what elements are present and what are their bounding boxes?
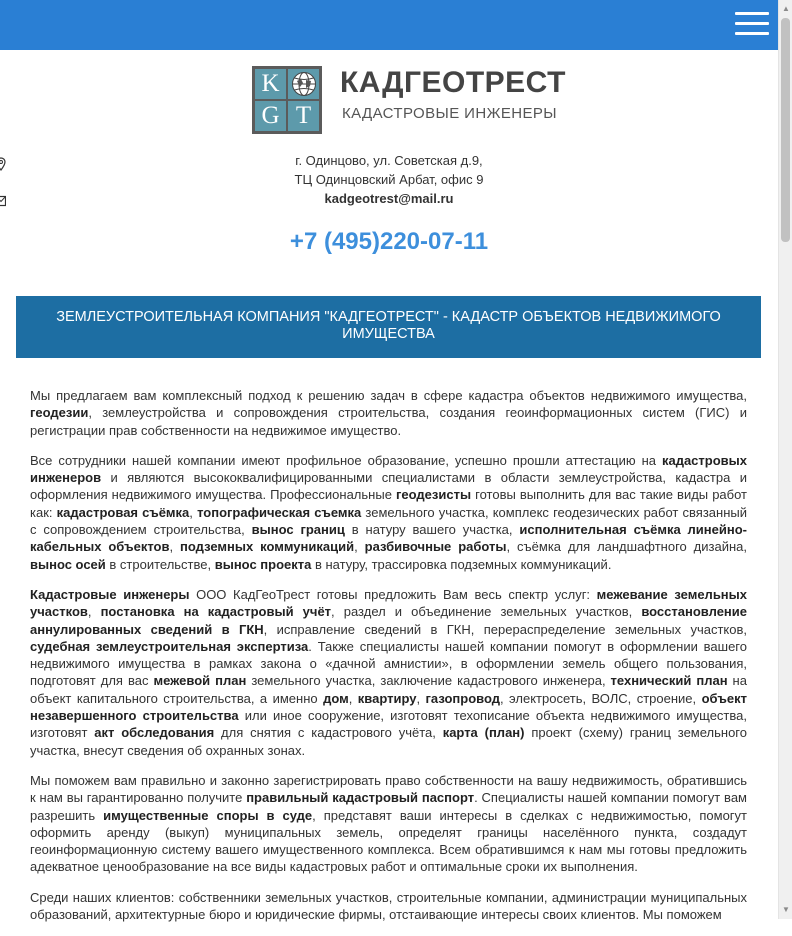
- logo-letter-k: K: [255, 69, 286, 99]
- paragraph-text: или иное сооружение, изготовят техописание объекта недвижимого имущества, изготовят: [30, 708, 747, 741]
- paragraph-text: Среди наших клиентов: собственники земельных участков, строительные компании, администрации муниципальных образований, архитектурные бюро и юридические фирмы, отстаивающие интересы своих клиентов. Мы поможем: [30, 889, 747, 923]
- bold-term: геодезии: [30, 405, 89, 421]
- menu-icon-bar: [735, 22, 769, 25]
- bold-term: технический план: [610, 673, 728, 689]
- scrollbar-thumb[interactable]: [781, 18, 790, 242]
- paragraph-text: для снятия с кадастрового учёта,: [214, 725, 443, 741]
- paragraph-text: в натуру вашего участка,: [344, 522, 520, 538]
- bold-term: правильный кадастровый паспорт: [246, 790, 475, 806]
- bold-term: геодезисты: [396, 487, 472, 503]
- bold-term: карта (план): [442, 725, 525, 741]
- bold-term: судебная землеустроительная экспертиза: [30, 638, 309, 654]
- page-title-banner: [16, 296, 761, 358]
- bold-term: восстановление аннулированных сведений в ГКН: [30, 604, 747, 637]
- bold-term: дом: [323, 690, 349, 706]
- address-line-1: г. Одинцово, ул. Советская д.9,: [295, 153, 483, 168]
- bold-term: объект незавершенного строительства: [30, 690, 747, 724]
- scroll-down-arrow-icon[interactable]: ▼: [782, 905, 790, 914]
- company-subtitle: КАДАСТРОВЫЕ ИНЖЕНЕРЫ: [342, 105, 557, 122]
- paragraph-text: проект (схему) границ земельного участка, внесут сведения об охранных зонах.: [30, 725, 747, 758]
- page-scrollbar[interactable]: [778, 0, 792, 919]
- bold-term: топографическая съемка: [197, 504, 362, 520]
- paragraph-text: Все сотрудники нашей компании имеют профильное образование, успешно прошли аттестацию на: [30, 452, 662, 468]
- paragraph-text: ,: [354, 539, 365, 555]
- top-navigation-bar: [0, 0, 778, 50]
- paragraph-text: . Специалисты нашей компании помогут вам разрешить: [30, 790, 747, 823]
- content-paragraph: [30, 772, 747, 876]
- bold-term: исполнительная съёмка линейно-кабельных объектов: [30, 522, 747, 555]
- menu-icon[interactable]: [735, 12, 769, 38]
- paragraph-text: готовы выполнить для вас такие виды работ как:: [30, 487, 748, 520]
- bold-term: кадастровых инженеров: [30, 452, 747, 486]
- content-paragraph: [30, 387, 747, 439]
- paragraph-text: на объект капитального строительства, а именно: [30, 673, 747, 706]
- bold-term: газопровод: [425, 690, 500, 706]
- paragraph-text: и являются высококвалифицированными специалистами в области землеустройства, кадастра и оформления недвижимого имущества. Профессиональные: [30, 470, 747, 503]
- paragraph-text: земельного участка, комплекс геодезических работ связанный с сопровождением строительства,: [30, 504, 747, 538]
- page-title: ЗЕМЛЕУСТРОИТЕЛЬНАЯ КОМПАНИЯ "КАДГЕОТРЕСТ" - КАДАСТР ОБЪЕКТОВ НЕДВИЖИМОГО ИМУЩЕСТВА: [56, 309, 721, 342]
- bold-term: межевой план: [153, 673, 247, 689]
- paragraph-text: ,: [87, 604, 101, 620]
- bold-term: кадастровая съёмка: [56, 504, 190, 520]
- paragraph-text: . Также специалисты нашей компании помогут в оформлении вашего недвижимого имущества в рамках закона о «дачной амнистии», в оформлении земель общего пользования, подготовят для вас: [30, 638, 747, 689]
- paragraph-text: , представят ваши интересы в сделках с недвижимостью, помогут оформить аренду (выкуп) муниципальных земель, определят границы населённого пункта, создадут геоинформационную систему вашего имущественного комплекса. Всем обратившимся к нам мы готовы предложить адекватное ценообразование на все виды кадастровых работ и оптимальные сроки их выполнения.: [30, 807, 747, 875]
- company-logo[interactable]: [252, 66, 322, 134]
- logo-letter-g: G: [255, 101, 286, 131]
- paragraph-text: , съёмка для ландшафтного дизайна,: [506, 539, 747, 555]
- main-content: [30, 387, 747, 936]
- content-paragraph: [30, 889, 747, 924]
- bold-term: имущественные споры в суде: [103, 807, 313, 823]
- bold-term: межевание земельных участков: [30, 586, 747, 620]
- logo-letter-t: T: [288, 101, 319, 131]
- paragraph-text: ,: [189, 504, 198, 520]
- paragraph-text: Мы поможем вам правильно и законно зарегистрировать право собственности на вашу недвижимость, обратившись к нам вы гарантированно получите: [30, 772, 747, 806]
- menu-icon-bar: [735, 12, 769, 15]
- content-paragraph: [30, 586, 747, 759]
- bold-term: подземных коммуникаций: [180, 539, 355, 555]
- bold-term: вынос границ: [251, 522, 345, 538]
- bold-term: Кадастровые инженеры: [30, 586, 190, 602]
- paragraph-text: Мы предлагаем вам комплексный подход к решению задач в сфере кадастра объектов недвижимого имущества,: [30, 388, 747, 403]
- bold-term: акт обследования: [94, 725, 215, 741]
- menu-icon-bar: [735, 32, 769, 35]
- globe-icon: [288, 69, 319, 99]
- bold-term: вынос осей: [30, 556, 106, 572]
- paragraph-text: ,: [348, 690, 358, 706]
- scroll-up-arrow-icon[interactable]: ▲: [782, 4, 790, 13]
- bold-term: разбивочные работы: [364, 539, 507, 555]
- bold-term: квартиру: [357, 690, 417, 706]
- paragraph-text: , землеустройства и сопровождения строительства, создания геоинформационных систем (ГИС) и регистрации прав собственности на недвижимое имущество.: [30, 405, 747, 438]
- address-line-2: ТЦ Одинцовский Арбат, офис 9: [294, 172, 484, 187]
- paragraph-text: , раздел и объединение земельных участков,: [331, 604, 642, 620]
- paragraph-text: ,: [416, 690, 426, 706]
- content-paragraph: [30, 452, 747, 573]
- paragraph-text: земельного участка, заключение кадастрового инженера,: [246, 673, 611, 689]
- paragraph-text: ООО КадГеоТрест готовы предложить Вам весь спектр услуг:: [189, 586, 597, 602]
- bold-term: постановка на кадастровый учёт: [100, 604, 332, 620]
- paragraph-text: , электросеть, ВОЛС, строение,: [499, 690, 702, 706]
- paragraph-text: , исправление сведений в ГКН, перераспределение земельных участков,: [263, 621, 747, 637]
- email-link[interactable]: kadgeotrest@mail.ru: [324, 191, 454, 206]
- paragraph-text: в строительстве,: [105, 556, 215, 572]
- paragraph-text: ,: [169, 539, 181, 555]
- paragraph-text: в натуру, трассировка подземных коммуникаций.: [311, 556, 612, 572]
- bold-term: вынос проекта: [214, 556, 312, 572]
- phone-link[interactable]: +7 (495)220-07-11: [289, 228, 489, 255]
- company-name[interactable]: КАДГЕОТРЕСТ: [340, 66, 566, 99]
